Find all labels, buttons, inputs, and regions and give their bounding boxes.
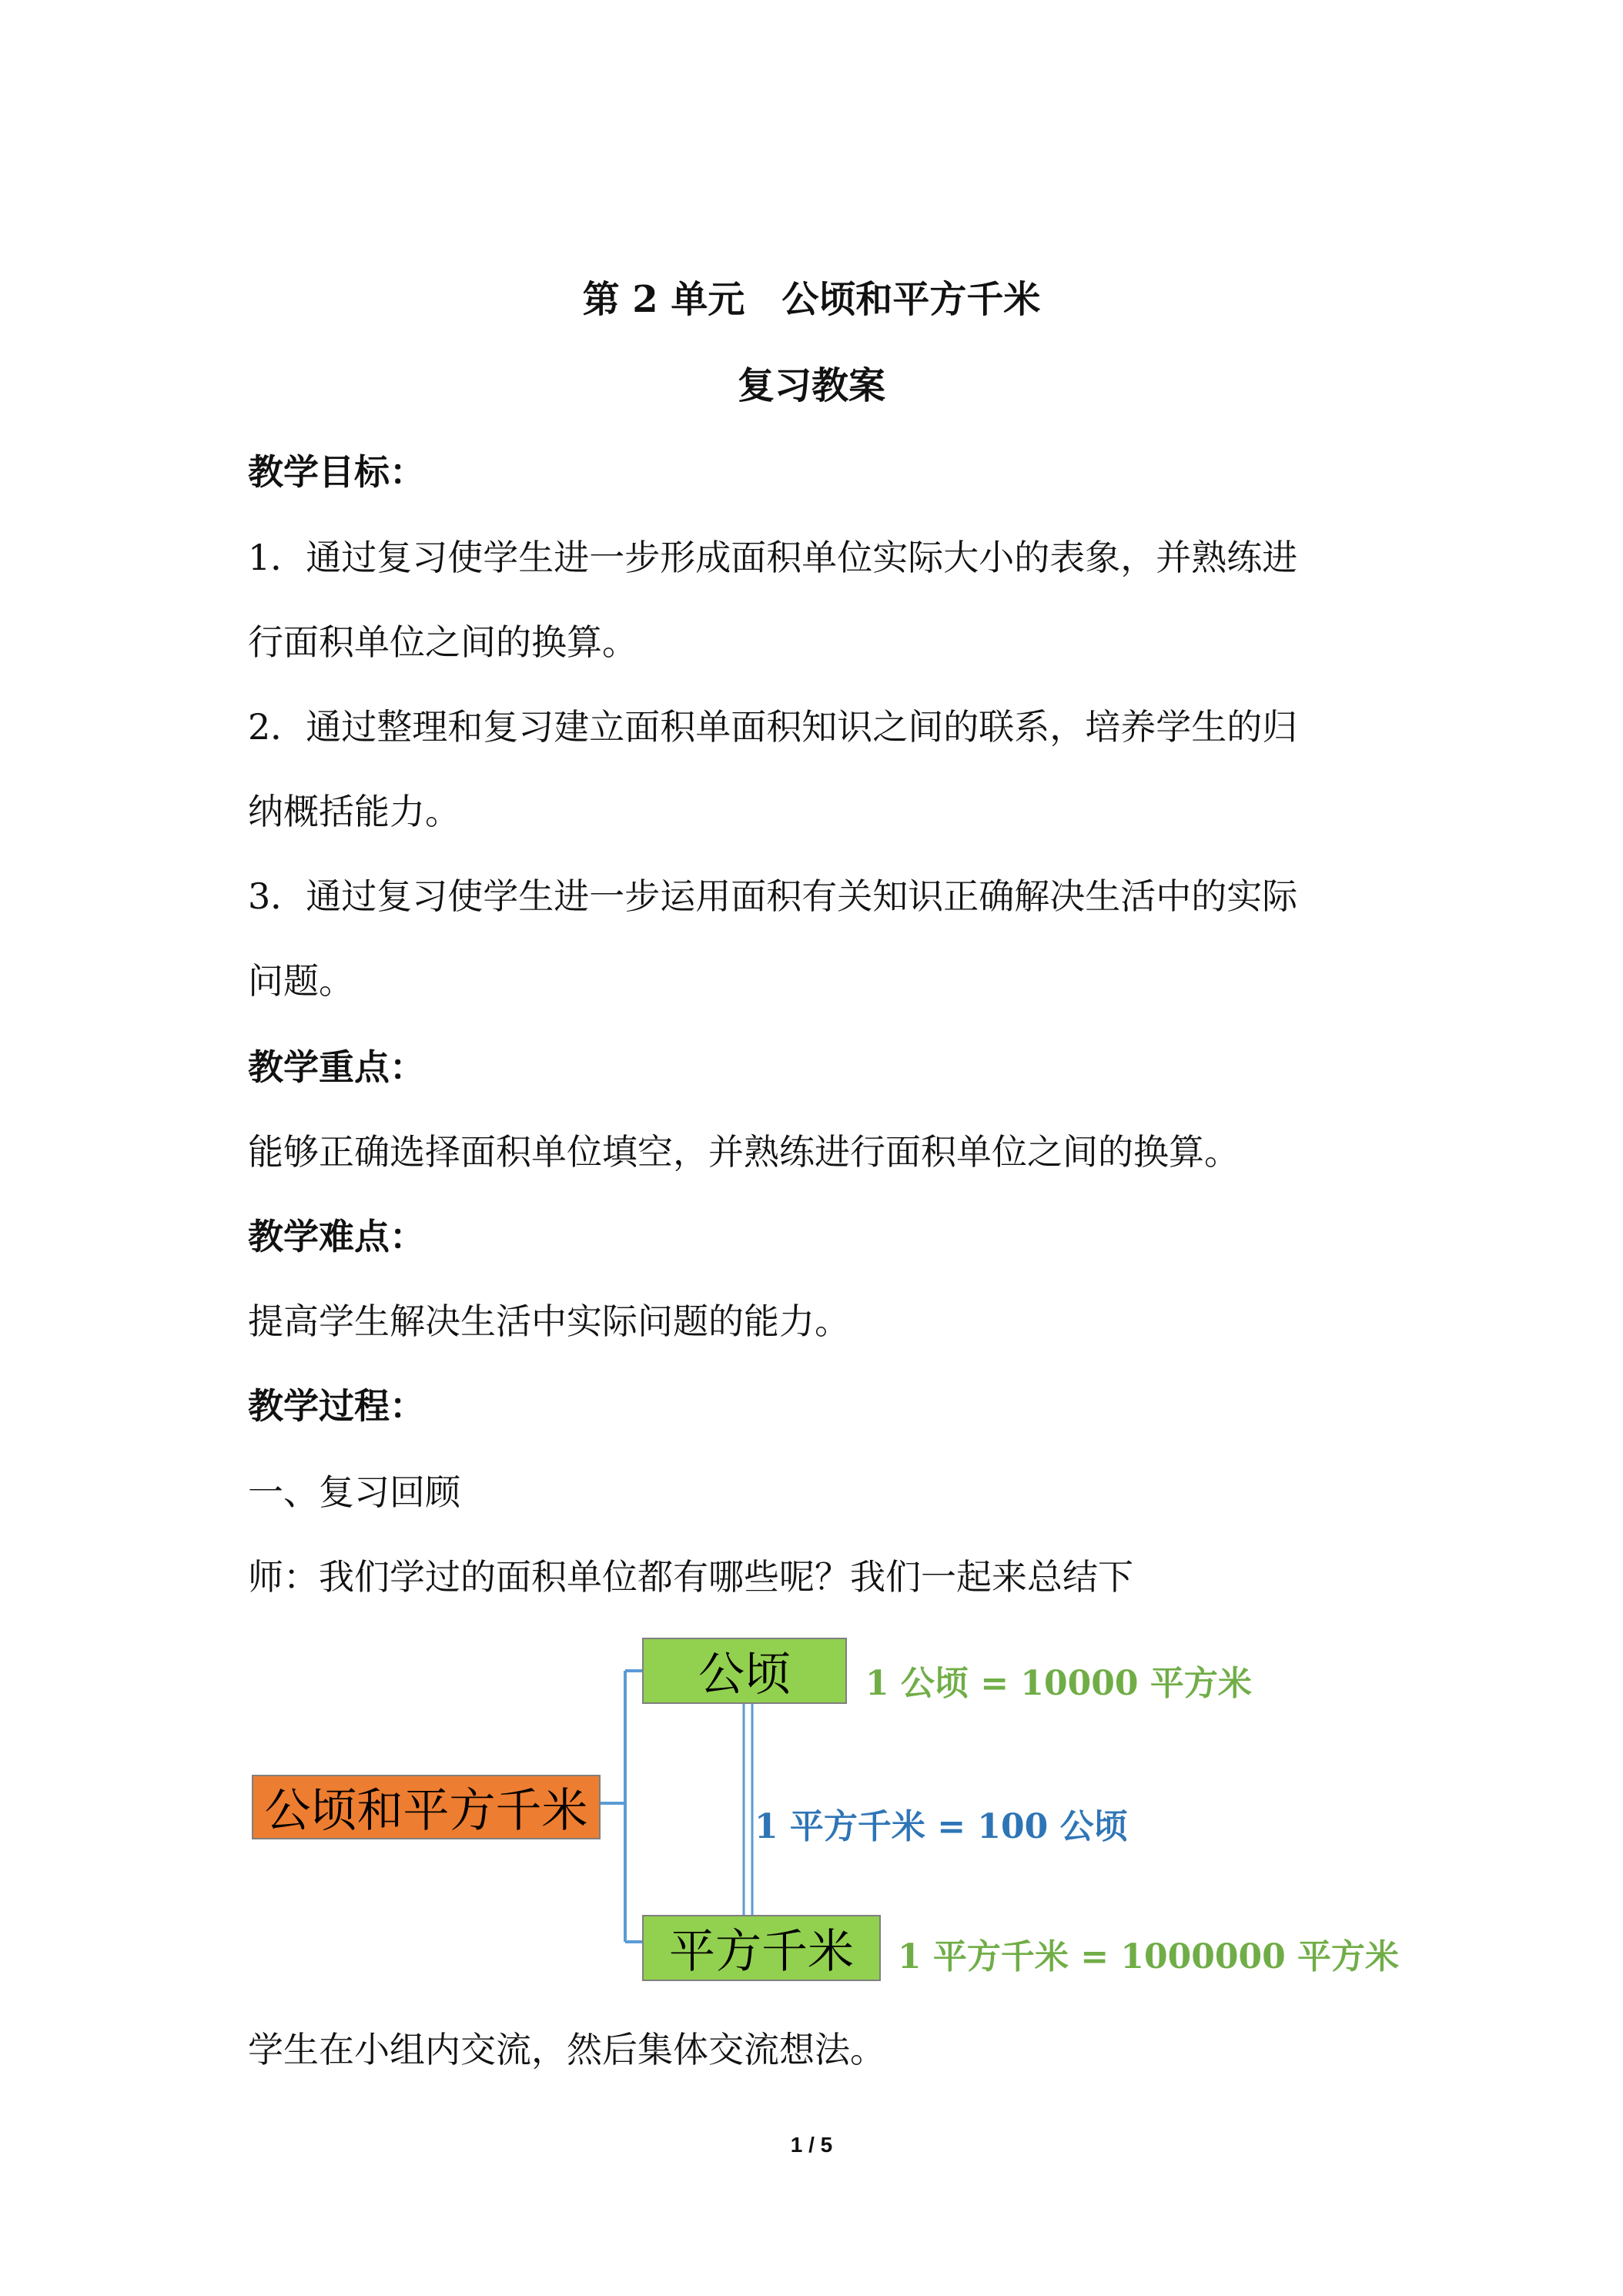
goal-2-line-1: 2．通过整理和复习建立面积单面积知识之间的联系，培养学生的归 [248,706,1298,748]
equation-km-square-meter: 1 平方千米 = 1000000 平方米 [898,1937,1400,1976]
process-heading: 教学过程： [248,1385,425,1427]
node-hectare: 公顷 [642,1638,847,1704]
node-square-kilometer: 平方千米 [642,1915,881,1981]
goals-heading: 教学目标： [248,451,425,493]
student-line: 学生在小组内交流，然后集体交流想法。 [248,2029,885,2070]
root-node: 公顷和平方千米 [252,1775,601,1839]
equation-km-hectare: 1 平方千米 = 100 公顷 [755,1807,1128,1846]
goal-3-line-1: 3．通过复习使学生进一步运用面积有关知识正确解决生活中的实际 [248,875,1298,917]
bracket-line [601,1671,642,1942]
page-subtitle: 复习教案 [737,364,885,407]
goal-3-line-2: 问题。 [248,960,354,1002]
page-title: 第 2 单元 公顷和平方千米 [582,278,1041,321]
equation-hectare: 1 公顷 = 10000 平方米 [865,1664,1252,1703]
goal-1-line-2: 行面积单位之间的换算。 [248,621,637,663]
key-heading: 教学重点： [248,1046,425,1088]
teacher-line: 师：我们学过的面积单位都有哪些呢？我们一起来总结下 [248,1556,1133,1598]
key-text: 能够正确选择面积单位填空，并熟练进行面积单位之间的换算。 [248,1131,1240,1173]
difficulty-heading: 教学难点： [248,1216,425,1257]
difficulty-text: 提高学生解决生活中实际问题的能力。 [248,1300,850,1342]
goal-2-line-2: 纳概括能力。 [248,791,460,832]
step-1-heading: 一、复习回顾 [248,1471,460,1513]
page-number: 1 / 5 [790,2133,833,2157]
goal-1-line-1: 1．通过复习使学生进一步形成面积单位实际大小的表象，并熟练进 [248,537,1298,578]
